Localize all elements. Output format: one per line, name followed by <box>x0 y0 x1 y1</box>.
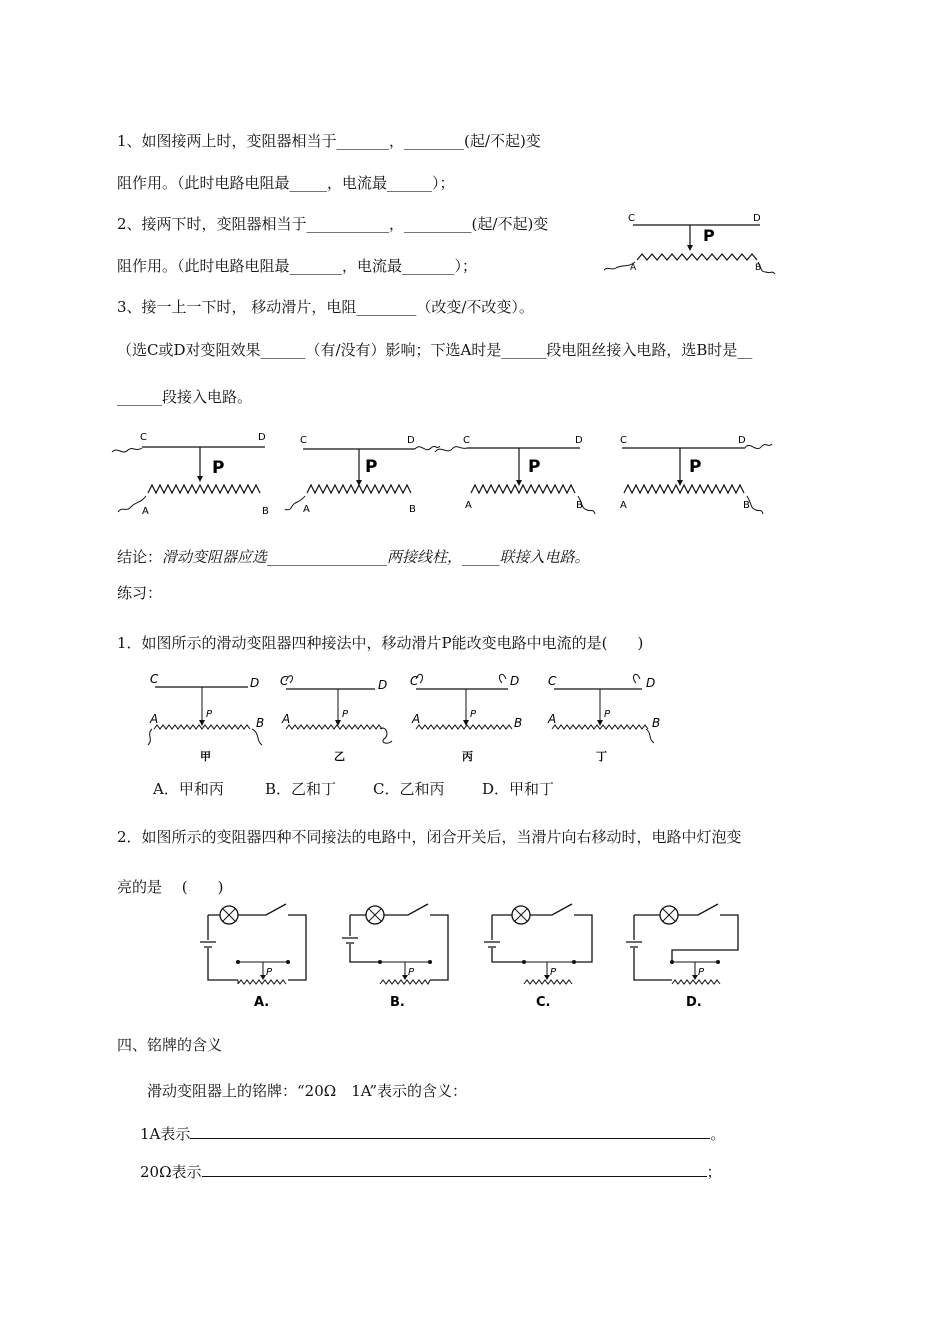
q2-line2: 阻作用。（此时电路电阻最_______，电流最_______）； <box>117 257 478 275</box>
svg-text:A: A <box>465 500 472 511</box>
svg-text:P: P <box>470 709 477 720</box>
circuit-d <box>626 904 738 1010</box>
q1-option-b: B．乙和丁 <box>265 780 337 798</box>
rheostat-figure-4 <box>600 428 775 520</box>
svg-text:B: B <box>576 500 583 511</box>
circuit-d-label: D. <box>686 995 702 1010</box>
label-yi: 乙 <box>334 750 345 763</box>
q1-figure-ding <box>547 674 660 763</box>
label-ding: 丁 <box>596 750 607 763</box>
svg-text:A: A <box>412 712 421 726</box>
q1-figure-yi <box>280 674 392 763</box>
rheostat-figure-2 <box>285 428 440 520</box>
practice-q2-line2: 亮的是 ( ) <box>117 878 224 896</box>
practice-heading: 练习： <box>117 584 163 602</box>
conclusion <box>117 547 590 567</box>
svg-text:P: P <box>604 709 611 720</box>
item2-label: 20Ω表示 <box>140 1163 202 1181</box>
svg-text:C: C <box>548 674 557 688</box>
svg-text:P: P <box>342 709 349 720</box>
item1-end: 。 <box>710 1125 726 1143</box>
terminal-b: B <box>755 263 762 273</box>
svg-text:P: P <box>550 967 557 978</box>
svg-text:C: C <box>620 435 627 446</box>
q1-option-d: D．甲和丁 <box>482 780 555 798</box>
circuit-a-label: A. <box>254 995 270 1010</box>
practice-q2-line1: 2．如图所示的变阻器四种不同接法的电路中，闭合开关后，当滑片向右移动时，电路中灯泡变 <box>117 828 742 846</box>
conclusion-body: 滑动变阻器应选________________两接线柱，_____联接入电路。 <box>162 548 590 566</box>
section4-item2 <box>140 1162 722 1182</box>
section4-intro: 滑动变阻器上的铭牌：“20Ω 1A”表示的含义： <box>147 1082 468 1100</box>
rheostat-figure-main <box>600 208 785 283</box>
terminal-c: C <box>628 213 635 224</box>
circuit-c <box>484 904 592 1010</box>
svg-text:P: P <box>408 967 415 978</box>
circuit-a <box>200 904 306 1010</box>
svg-text:D: D <box>250 676 260 690</box>
svg-text:C: C <box>280 674 289 688</box>
svg-text:D: D <box>738 435 746 446</box>
svg-text:C: C <box>300 435 307 446</box>
svg-text:C: C <box>150 672 159 686</box>
svg-text:A: A <box>548 712 557 726</box>
svg-text:P: P <box>266 967 273 978</box>
svg-text:C: C <box>463 435 470 446</box>
q1-figures <box>140 665 680 765</box>
svg-text:D: D <box>407 435 415 446</box>
svg-text:P: P <box>698 967 705 978</box>
practice-q1: 1．如图所示的滑动变阻器四种接法中，移动滑片P能改变电路中电流的是( ) <box>117 634 644 652</box>
q2-line1: 2、接两下时，变阻器相当于___________，_________(起/不起)变 <box>117 215 549 233</box>
circuit-b-label: B. <box>390 995 405 1010</box>
svg-text:B: B <box>409 504 416 515</box>
section4-heading: 四、铭牌的含义 <box>117 1036 223 1054</box>
section4-item1 <box>140 1124 725 1144</box>
q3-line1: 3、接一上一下时， 移动滑片，电阻________（改变/不改变）。 <box>117 298 534 316</box>
rheostat-figure-3 <box>435 428 600 520</box>
svg-text:D: D <box>575 435 583 446</box>
q1-line1: 1、如图接两上时，变阻器相当于_______，________(起/不起)变 <box>117 132 541 150</box>
svg-text:P: P <box>212 458 225 478</box>
svg-text:A: A <box>142 506 149 517</box>
svg-text:D: D <box>258 432 266 443</box>
svg-text:P: P <box>689 457 702 477</box>
q1-option-a: A．甲和丙 <box>153 780 224 798</box>
svg-text:B: B <box>256 716 265 730</box>
svg-text:A: A <box>282 712 291 726</box>
svg-text:D: D <box>378 678 388 692</box>
svg-text:D: D <box>646 676 656 690</box>
circuit-c-label: C. <box>536 995 551 1010</box>
q1-line2: 阻作用。（此时电路电阻最_____，电流最______）； <box>117 174 455 192</box>
q2-circuits <box>190 890 750 1015</box>
q3-line2: （选C或D对变阻效果______（有/没有）影响；下选A时是______段电阻丝接入电路，选B时是__ <box>117 341 753 359</box>
conclusion-prefix: 结论： <box>117 548 163 566</box>
label-bing: 丙 <box>462 750 473 763</box>
rheostat-figure-1 <box>110 428 275 520</box>
slider-p: P <box>703 226 715 245</box>
svg-text:A: A <box>150 712 159 726</box>
label-jia: 甲 <box>200 750 211 763</box>
q3-line3: ______段接入电路。 <box>117 388 253 406</box>
svg-text:A: A <box>303 504 310 515</box>
q1-option-c: C．乙和丙 <box>373 780 445 798</box>
svg-text:B: B <box>743 500 750 511</box>
q1-figure-bing <box>410 674 522 763</box>
svg-text:B: B <box>514 716 523 730</box>
terminal-d: D <box>753 213 761 224</box>
q1-figure-jia <box>148 672 264 763</box>
svg-text:B: B <box>262 506 269 517</box>
svg-text:D: D <box>510 674 520 688</box>
item1-blank <box>190 1124 710 1139</box>
svg-text:B: B <box>652 716 661 730</box>
item2-blank <box>202 1162 707 1177</box>
svg-text:P: P <box>365 457 378 477</box>
item2-end: ； <box>706 1163 722 1181</box>
terminal-a: A <box>630 263 637 273</box>
svg-text:C: C <box>410 674 419 688</box>
circuit-b <box>342 904 448 1010</box>
svg-text:P: P <box>206 709 213 720</box>
svg-text:C: C <box>140 432 147 443</box>
item1-label: 1A表示 <box>140 1125 191 1143</box>
svg-text:P: P <box>528 457 541 477</box>
svg-text:A: A <box>620 500 627 511</box>
